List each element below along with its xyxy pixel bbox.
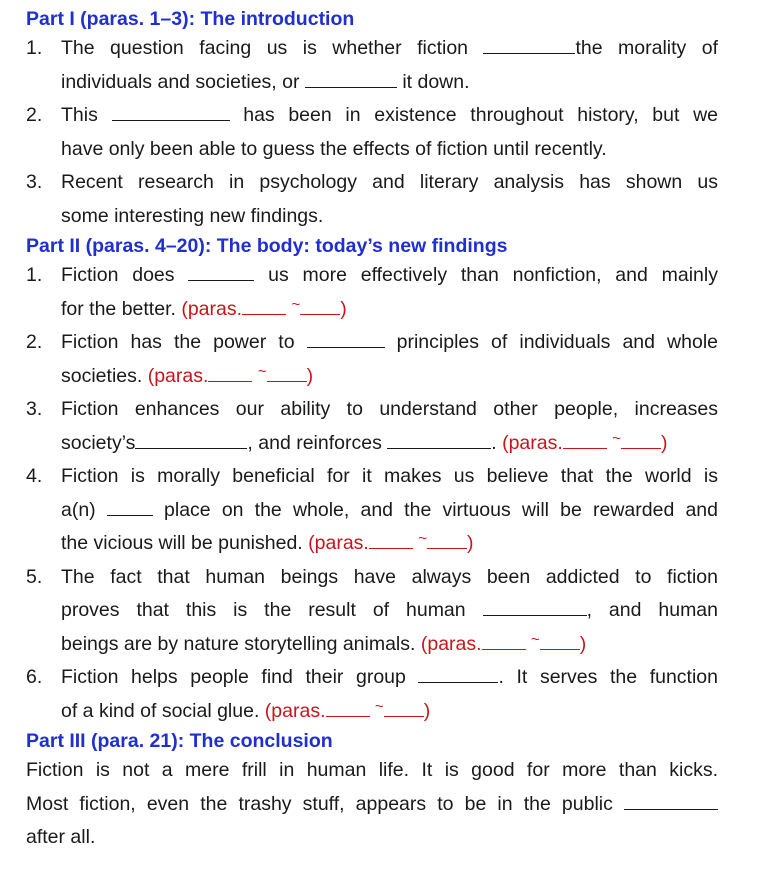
item-text: The fact that human beings have always been addicted to fiction <box>61 565 718 588</box>
para-start-blank[interactable] <box>482 630 526 650</box>
para-start-blank[interactable] <box>369 529 413 549</box>
item-number: 3. <box>26 398 43 420</box>
item-text: This <box>61 104 98 126</box>
answer-blank[interactable] <box>305 68 397 88</box>
item-text: . <box>491 431 497 454</box>
answer-blank[interactable] <box>307 328 385 348</box>
item-text: of a kind of social glue. <box>61 699 260 722</box>
item-text: us more effectively than nonfiction, and mainly <box>268 264 718 286</box>
item-text: Fiction helps people find their group <box>61 666 406 688</box>
list-item <box>26 326 718 393</box>
item-text: the vicious will be punished. <box>61 532 303 554</box>
item-text: societies. <box>61 364 143 387</box>
paras-reference: (paras. ~ ) <box>308 530 474 554</box>
para-end-blank[interactable] <box>267 362 307 382</box>
paragraph-text: Fiction is not a mere frill in human life. It is good for more than kicks. <box>26 759 718 781</box>
list-item <box>26 393 718 460</box>
item-text: Fiction has the power to <box>61 331 295 353</box>
item-text: , and human <box>586 599 718 621</box>
conclusion-paragraph <box>26 754 718 855</box>
item-number: 4. <box>26 465 43 487</box>
paras-reference: (paras. ~ ) <box>147 362 314 387</box>
part3-heading: Part III (para. 21): The conclusion <box>26 730 333 752</box>
para-start-blank[interactable] <box>326 697 370 717</box>
item-text: society’s <box>61 431 136 454</box>
answer-blank[interactable] <box>188 261 254 281</box>
answer-blank[interactable] <box>107 496 153 516</box>
para-end-blank[interactable] <box>300 295 340 315</box>
item-number: 5. <box>26 565 43 588</box>
item-number: 3. <box>26 171 43 193</box>
item-text: a(n) <box>61 498 96 521</box>
para-start-blank[interactable] <box>242 295 286 315</box>
item-text: . It serves the function <box>498 666 718 688</box>
item-text: it down. <box>402 70 470 93</box>
item-text: the morality of <box>575 37 718 59</box>
item-text: have only been able to guess the effects of fiction until recently. <box>61 137 607 160</box>
para-end-blank[interactable] <box>540 630 580 650</box>
item-text: has been in existence throughout history, but we <box>243 104 718 126</box>
item-text: Fiction enhances our ability to understand other people, increases <box>61 398 718 420</box>
answer-blank[interactable] <box>387 429 491 449</box>
item-number: 1. <box>26 264 43 286</box>
list-item <box>26 166 718 233</box>
item-text: Fiction does <box>61 264 175 286</box>
list-item <box>26 32 718 99</box>
item-text: place on the whole, and the virtuous will be rewarded and <box>164 498 718 521</box>
item-text: proves that this is the result of human <box>61 599 466 621</box>
item-text: beings are by nature storytelling animals. <box>61 632 416 655</box>
list-item <box>26 259 718 326</box>
para-start-blank[interactable] <box>563 429 607 449</box>
item-text: principles of individuals and whole <box>396 331 718 353</box>
list-item <box>26 460 718 561</box>
item-text: Recent research in psychology and literary analysis has shown us <box>61 171 718 193</box>
answer-blank[interactable] <box>624 790 718 810</box>
paragraph-text: Most fiction, even the trashy stuff, appears to be in the public <box>26 792 613 815</box>
item-text: Fiction is morally beneficial for it makes us believe that the world is <box>61 465 718 487</box>
paras-reference: (paras. ~ ) <box>502 429 668 454</box>
answer-blank[interactable] <box>483 596 587 616</box>
answer-blank[interactable] <box>483 34 575 54</box>
worksheet <box>26 6 718 855</box>
para-start-blank[interactable] <box>208 362 252 382</box>
answer-blank[interactable] <box>135 429 247 449</box>
answer-blank[interactable] <box>112 101 230 121</box>
part1-heading: Part I (paras. 1–3): The introduction <box>26 8 355 30</box>
paras-reference: (paras. ~ ) <box>264 697 431 722</box>
answer-blank[interactable] <box>418 663 498 683</box>
item-text: The question facing us is whether fiction <box>61 37 469 59</box>
list-item <box>26 561 718 662</box>
list-item <box>26 99 718 166</box>
list-item <box>26 661 718 728</box>
paras-reference: (paras. ~ ) <box>420 630 587 655</box>
para-end-blank[interactable] <box>427 529 467 549</box>
para-end-blank[interactable] <box>621 429 661 449</box>
item-text: , and reinforces <box>247 431 382 454</box>
item-number: 6. <box>26 666 43 688</box>
item-number: 1. <box>26 37 43 59</box>
para-end-blank[interactable] <box>384 697 424 717</box>
item-number: 2. <box>26 104 43 126</box>
part2-heading: Part II (paras. 4–20): The body: today’s new findings <box>26 235 508 257</box>
item-text: some interesting new findings. <box>61 204 324 227</box>
item-text: individuals and societies, or <box>61 70 300 93</box>
paras-reference: (paras. ~ ) <box>181 295 347 320</box>
item-number: 2. <box>26 331 43 353</box>
item-text: for the better. <box>61 297 176 320</box>
paragraph-text: after all. <box>26 826 96 848</box>
